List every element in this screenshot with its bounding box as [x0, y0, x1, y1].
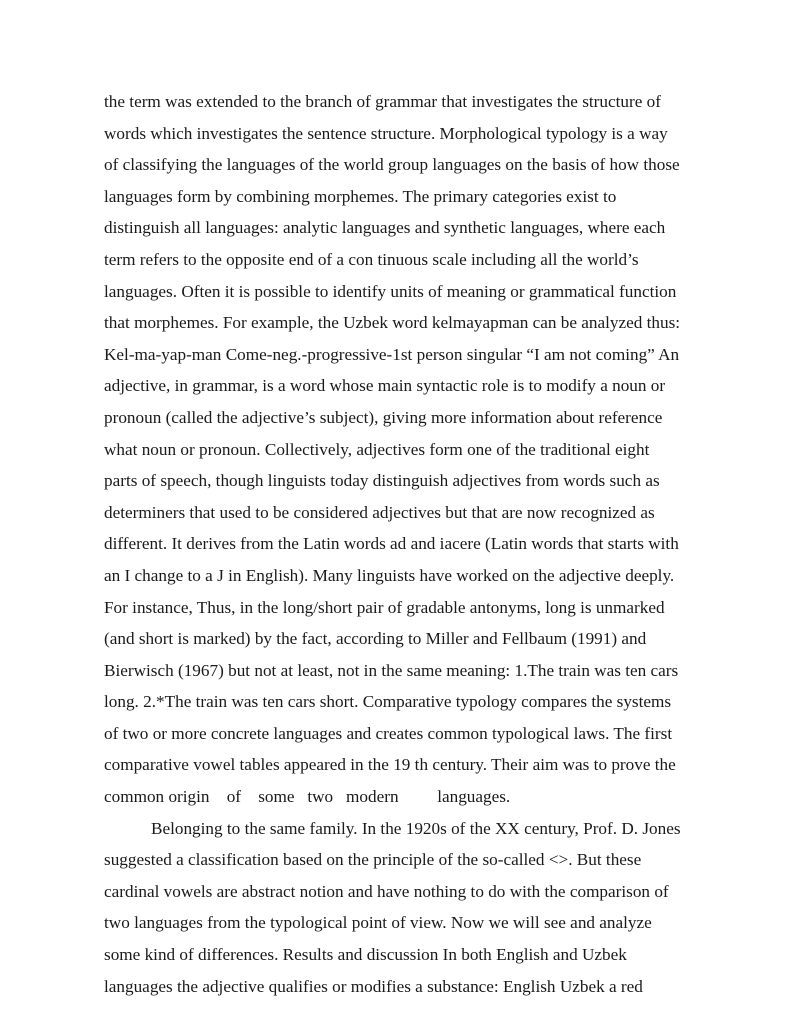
text-line: long. 2.*The train was ten cars short. Comparative typology compares the systems: [104, 692, 672, 712]
text-line: two languages from the typological point of view. Now we will see and analyze: [104, 913, 652, 933]
text-line: pronoun (called the adjective’s subject), giving more information about reference: [104, 407, 663, 427]
text-line: an I change to a J in English). Many linguists have worked on the adjective deeply.: [104, 565, 675, 585]
text-line: what noun or pronoun. Collectively, adjectives form one of the traditional eight: [104, 439, 650, 459]
text-line: adjective, in grammar, is a word whose main syntactic role is to modify a noun or: [104, 376, 666, 396]
text-line: Belonging to the same family. In the 1920s of the XX century, Prof. D. Jones: [151, 818, 681, 838]
text-line: that morphemes. For example, the Uzbek word kelmayapman can be analyzed thus:: [104, 313, 681, 333]
text-line: words which investigates the sentence structure. Morphological typology is a way: [104, 123, 668, 143]
text-line: different. It derives from the Latin words ad and iacere (Latin words that starts with: [104, 534, 679, 554]
text-line: (and short is marked) by the fact, according to Miller and Fellbaum (1991) and: [104, 629, 647, 649]
text-line: parts of speech, though linguists today distinguish adjectives from words such as: [104, 471, 660, 491]
text-line: languages form by combining morphemes. The primary categories exist to: [104, 186, 617, 206]
text-line: determiners that used to be considered adjectives but that are now recognized as: [104, 502, 655, 522]
text-line: For instance, Thus, in the long/short pair of gradable antonyms, long is unmarked: [104, 597, 665, 617]
text-line: distinguish all languages: analytic languages and synthetic languages, where each: [104, 218, 666, 238]
text-line: some kind of differences. Results and discussion In both English and Uzbek: [104, 945, 627, 965]
text-line: comparative vowel tables appeared in the 19 th century. Their aim was to prove the: [104, 755, 676, 775]
text-line: languages the adjective qualifies or modifies a substance: English Uzbek a red: [104, 976, 643, 996]
text-line: the term was extended to the branch of grammar that investigates the structure of: [104, 92, 661, 111]
paragraph-2: [104, 813, 744, 1003]
text-line: of classifying the languages of the world group languages on the basis of how those: [104, 155, 680, 175]
body-text: [104, 86, 744, 1002]
text-line: languages. Often it is possible to identify units of meaning or grammatical function: [104, 281, 677, 301]
text-line: term refers to the opposite end of a con tinuous scale including all the world’s: [104, 249, 639, 269]
paragraph-1: [104, 86, 744, 813]
text-line: common origin of some two modern languages.: [104, 787, 511, 807]
text-line: Kel-ma-yap-man Come-neg.-progressive-1st person singular “I am not coming” An: [104, 344, 680, 364]
text-line: of two or more concrete languages and creates common typological laws. The first: [104, 723, 673, 743]
text-line: suggested a classification based on the principle of the so-called <>. But these: [104, 850, 642, 870]
text-line: Bierwisch (1967) but not at least, not in the same meaning: 1.The train was ten cars: [104, 660, 679, 680]
text-line: cardinal vowels are abstract notion and have nothing to do with the comparison of: [104, 881, 669, 901]
